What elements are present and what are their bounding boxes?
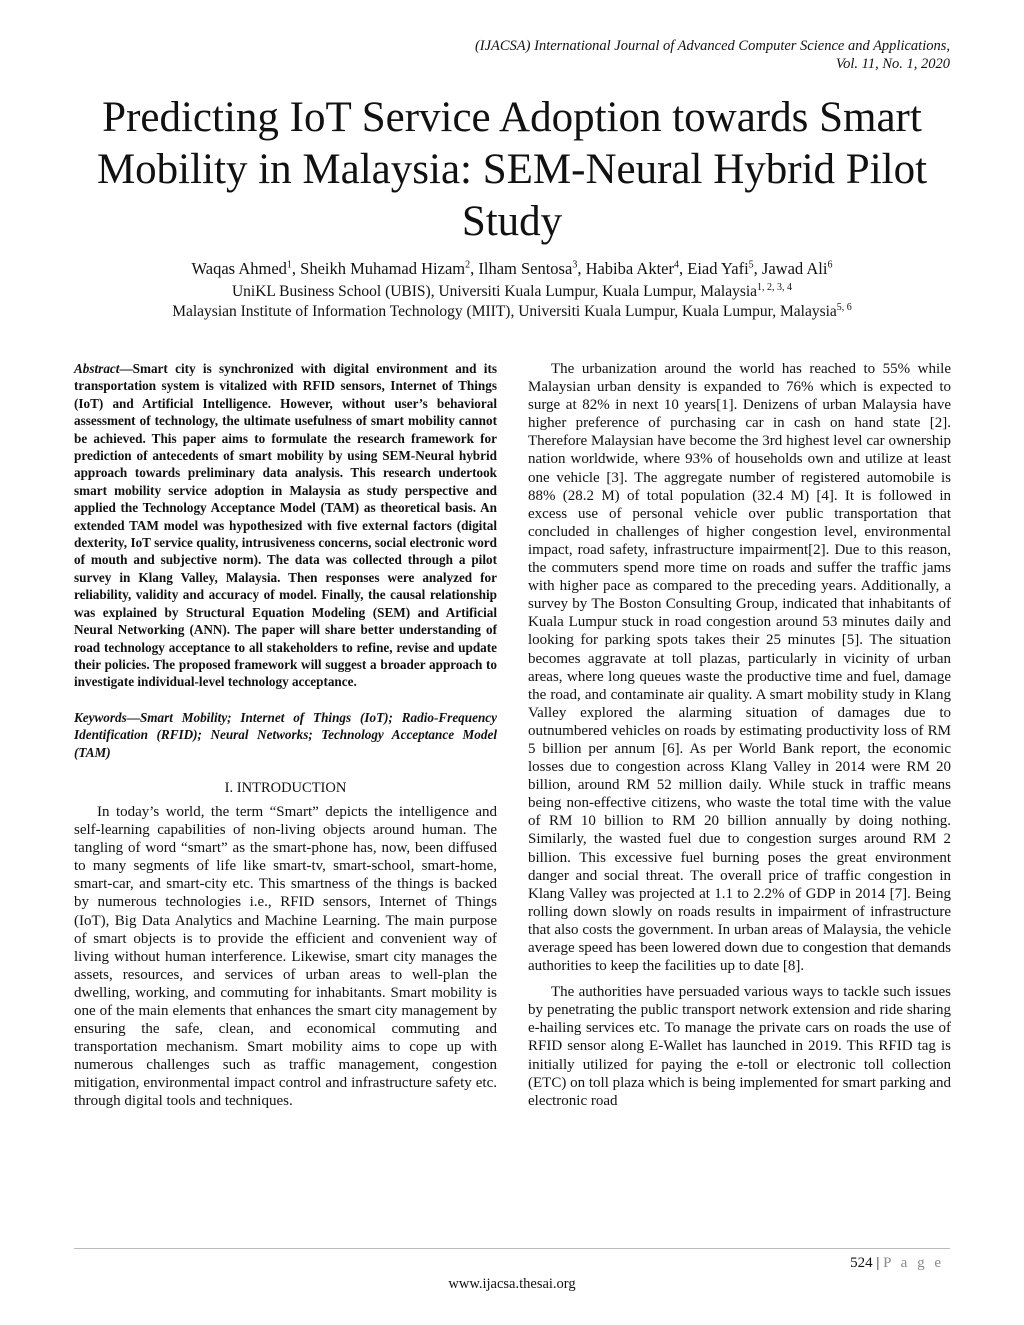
page-label: P a g e [883, 1255, 944, 1271]
author-index: 5 [748, 259, 754, 271]
author-name: , Sheikh Muhamad Hizam [291, 259, 466, 278]
journal-website: www.ijacsa.thesai.org [448, 1276, 576, 1292]
author-index: 3 [572, 259, 578, 271]
abstract-text: —Smart city is synchronized with digital environment and its transportation system is vitalized with RFID sensors, Internet of Things (IoT) and Artificial Intelligence. However, without user’s behavioral assessment of technology, the ultimate usefulness of smart mobility cannot be achieved. This paper aims to formulate the research framework for prediction of antecedents of smart mobility by using SEM-Neural hybrid approach towards preliminary data analysis. This research undertook smart mobility service adoption in Malaysia as study perspective and applied the Technology Acceptance Model (TAM) as theoretical basis. An extended TAM model was hypothesized with five external factors (digital dexterity, IoT service quality, intrusiveness concerns, social electronic word of mouth and subjective norm). The data was collected through a pilot survey in Klang Valley, Malaysia. Then responses were analyzed for reliability, validity and accuracy of model. Finally, the causal relationship was explained by Structural Equation Modeling (SEM) and Artificial Neural Networking (ANN). The paper will share better understanding of road technology acceptance to all stakeholders to refine, revise and update their policies. The proposed framework will suggest a broader approach to investigate individual-level technology acceptance. [74, 361, 497, 690]
intro-paragraph-2: The urbanization around the world has reached to 55% while Malaysian urban density is expanded to 76% which is expected to surge at 82% in next 10 years[1]. Denizens of urban Malaysia have higher preference of purchasing car in cash on hand state [2]. Therefore Malaysian have become the 3rd highest level car ownership nation worldwide, where 93% of households own and utilize at least one vehicle [3]. The aggregate number of registered automobile is 88% (28.2 M) of total population (32.4 M) [4]. It is followed in excess use of personal vehicle over public transportation that concluded in challenges of higher congestion level, environmental impact, road safety, infrastructure impairment[2]. Due to this reason, the commuters spend more time on roads and suffer the traffic jams with higher pace as compared to the preceding years. Additionally, a survey by The Boston Consulting Group, indicated that inhabitants of Kuala Lumpur stuck in road congestion around 53 minutes daily and looking for parking spots takes their 25 minutes [5]. The situation becomes aggravate at toll plazas, particularly in vicinity of urban areas, where long queues waste the productive time and fuel, damage the road, and contaminate air quality. A smart mobility study in Klang Valley explored the alarming situation of damages due to outnumbered vehicles on roads by estimating productivity loss of RM 5 billion per annum [6]. As per World Bank report, the economic losses due to congestion across Klang Valley in 2014 were RM 20 billion, around RM 52 million daily. While stuck in traffic means being non-effective citizens, who waste the total time with the value of RM 10 billion to RM 20 billion annually by doing nothing. Similarly, the wasted fuel due to congestion surges around RM 2 billion. This excessive fuel burning poses the great environment danger and social threat. The overall price of traffic congestion in Klang Valley was projected at 1.1 to 2.2% of GDP in 2014 [7]. Being rolling down slowly on roads results in impairment of infrastructure that also costs the government. In urban areas of Malaysia, the vehicle average speed has been lowered down due to congestion that demands authorities to keep the facilities up to date [8]. [528, 361, 951, 975]
page-separator: | [872, 1255, 884, 1271]
intro-paragraph-3: The authorities have persuaded various ways to tackle such issues by penetrating the public transport network extension and ride sharing e-hailing services etc. To manage the private cars on roads the use of RFID sensor along E-Wallet has launched in 2019. This RFID tag is initially utilized for paying the e-toll or electronic toll collection (ETC) on toll plaza which is being implemented for smart parking and electronic road [528, 984, 951, 1109]
abstract-label: Abstract [74, 361, 120, 376]
author-name: , Habiba Akter [577, 259, 674, 278]
left-column [74, 360, 497, 1111]
author-index: 2 [465, 259, 471, 271]
section-number: I. [224, 779, 234, 796]
paper-title: Predicting IoT Service Adoption towards Smart Mobility in Malaysia: SEM-Neural Hybrid Pilot Study [96, 94, 928, 245]
page-number-value: 524 [850, 1255, 873, 1271]
author-name: , Ilham Sentosa [470, 259, 573, 278]
affiliation-index: 1, 2, 3, 4 [757, 281, 793, 293]
section-title-initial: I [236, 779, 242, 796]
journal-header [475, 37, 950, 73]
author-list [60, 258, 964, 280]
journal-volume: Vol. 11, No. 1, 2020 [835, 56, 950, 72]
keywords: Keywords—Smart Mobility; Internet of Things (IoT); Radio-Frequency Identification (RFID); Neural Networks; Technology Acceptance Model (TAM) [74, 709, 497, 760]
author-index: 1 [286, 259, 292, 271]
author-index: 6 [827, 259, 833, 271]
author-name: Waqas Ahmed [191, 259, 287, 278]
section-heading-introduction [74, 779, 497, 797]
affiliation-text: UniKL Business School (UBIS), Universiti Kuala Lumpur, Kuala Lumpur, Malaysia [231, 283, 758, 300]
affiliation-index: 5, 6 [836, 301, 852, 313]
author-index: 4 [674, 259, 679, 271]
author-name: , Eiad Yafi [679, 259, 749, 278]
affiliation-ubis [60, 282, 964, 302]
page-number [850, 1254, 944, 1272]
abstract [74, 360, 497, 691]
journal-name: (IJACSA) International Journal of Advanced Computer Science and Applications, [474, 38, 950, 54]
intro-paragraph-1: In today’s world, the term “Smart” depicts the intelligence and self-learning capabilities of non-living objects around human. The tangling of word “smart” as the smart-phone has, now, been diffused to many segments of life like smart-tv, smart-school, smart-home, smart-car, and smart-city etc. This smartness of the things is backed by numerous technologies i.e., RFID sensors, Internet of Things (IoT), Big Data Analytics and Machine Learning. The main purpose of smart objects is to provide the efficient and convenient way of living without human interference. Likewise, smart city manages the assets, resources, and services of urban areas to well-plan the dwelling, working, and commuting for inhabitants. Smart mobility is one of the main elements that enhances the smart city management by ensuring the safe, clean, and economical commuting and transportation mechanism. Smart mobility aims to cope up with numerous challenges such as traffic management, congestion mitigation, environmental impact control and infrastructure safety etc. through digital tools and techniques. [74, 803, 497, 1110]
right-column [528, 360, 951, 1110]
affiliation-miit [60, 302, 964, 322]
footer-divider [74, 1248, 950, 1249]
affiliation-text: Malaysian Institute of Information Technology (MIIT), Universiti Kuala Lumpur, Kuala Lumpur, Malaysia [172, 303, 837, 320]
author-name: , Jawad Ali [753, 259, 828, 278]
section-title: NTRODUCTION [241, 779, 347, 796]
